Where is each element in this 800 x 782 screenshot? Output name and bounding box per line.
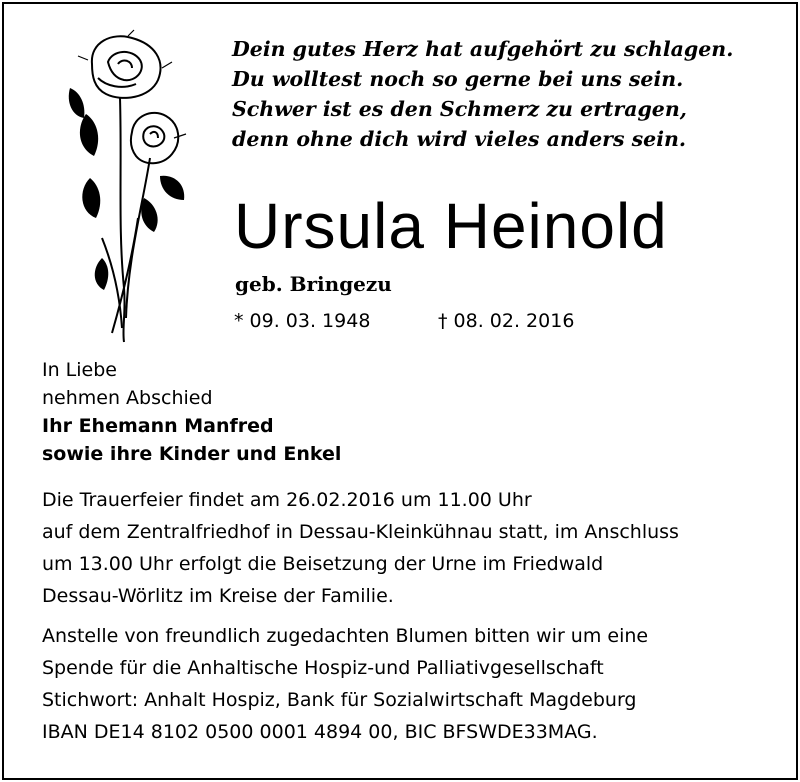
death-date: † 08. 02. 2016 xyxy=(438,310,575,332)
service-info xyxy=(42,484,679,612)
poem-line: Du wolltest noch so gerne bei uns sein. xyxy=(232,67,684,91)
service-line: Dessau-Wörlitz im Kreise der Familie. xyxy=(42,585,394,607)
mourners-line: nehmen Abschied xyxy=(42,387,213,409)
mourners-block xyxy=(42,356,341,468)
mourners-line: sowie ihre Kinder und Enkel xyxy=(42,443,342,465)
mourners-line: Ihr Ehemann Manfred xyxy=(42,415,274,437)
deceased-name: Ursula Heinold xyxy=(234,190,668,262)
donation-line: Stichwort: Anhalt Hospiz, Bank für Sozialwirtschaft Magdeburg xyxy=(42,689,637,711)
life-dates xyxy=(234,310,575,332)
donation-line: Anstelle von freundlich zugedachten Blumen bitten wir um eine xyxy=(42,625,649,647)
service-line: um 13.00 Uhr erfolgt die Beisetzung der Urne im Friedwald xyxy=(42,553,604,575)
service-line: Die Trauerfeier findet am 26.02.2016 um 11.00 Uhr xyxy=(42,489,532,511)
donation-line: Spende für die Anhaltische Hospiz-und Palliativgesellschaft xyxy=(42,657,604,679)
poem-line: Schwer ist es den Schmerz zu ertragen, xyxy=(232,97,687,121)
maiden-name: geb. Bringezu xyxy=(235,272,392,296)
rose-illustration-icon xyxy=(62,28,192,346)
donation-info xyxy=(42,620,648,748)
poem xyxy=(232,34,733,154)
poem-line: Dein gutes Herz hat aufgehört zu schlagen. xyxy=(232,37,734,61)
poem-line: denn ohne dich wird vieles anders sein. xyxy=(232,127,687,151)
birth-date: * 09. 03. 1948 xyxy=(234,310,371,332)
mourners-line: In Liebe xyxy=(42,359,117,381)
service-line: auf dem Zentralfriedhof in Dessau-Kleinkühnau statt, im Anschluss xyxy=(42,521,679,543)
donation-line: IBAN DE14 8102 0500 0001 4894 00, BIC BFSWDE33MAG. xyxy=(42,721,598,743)
